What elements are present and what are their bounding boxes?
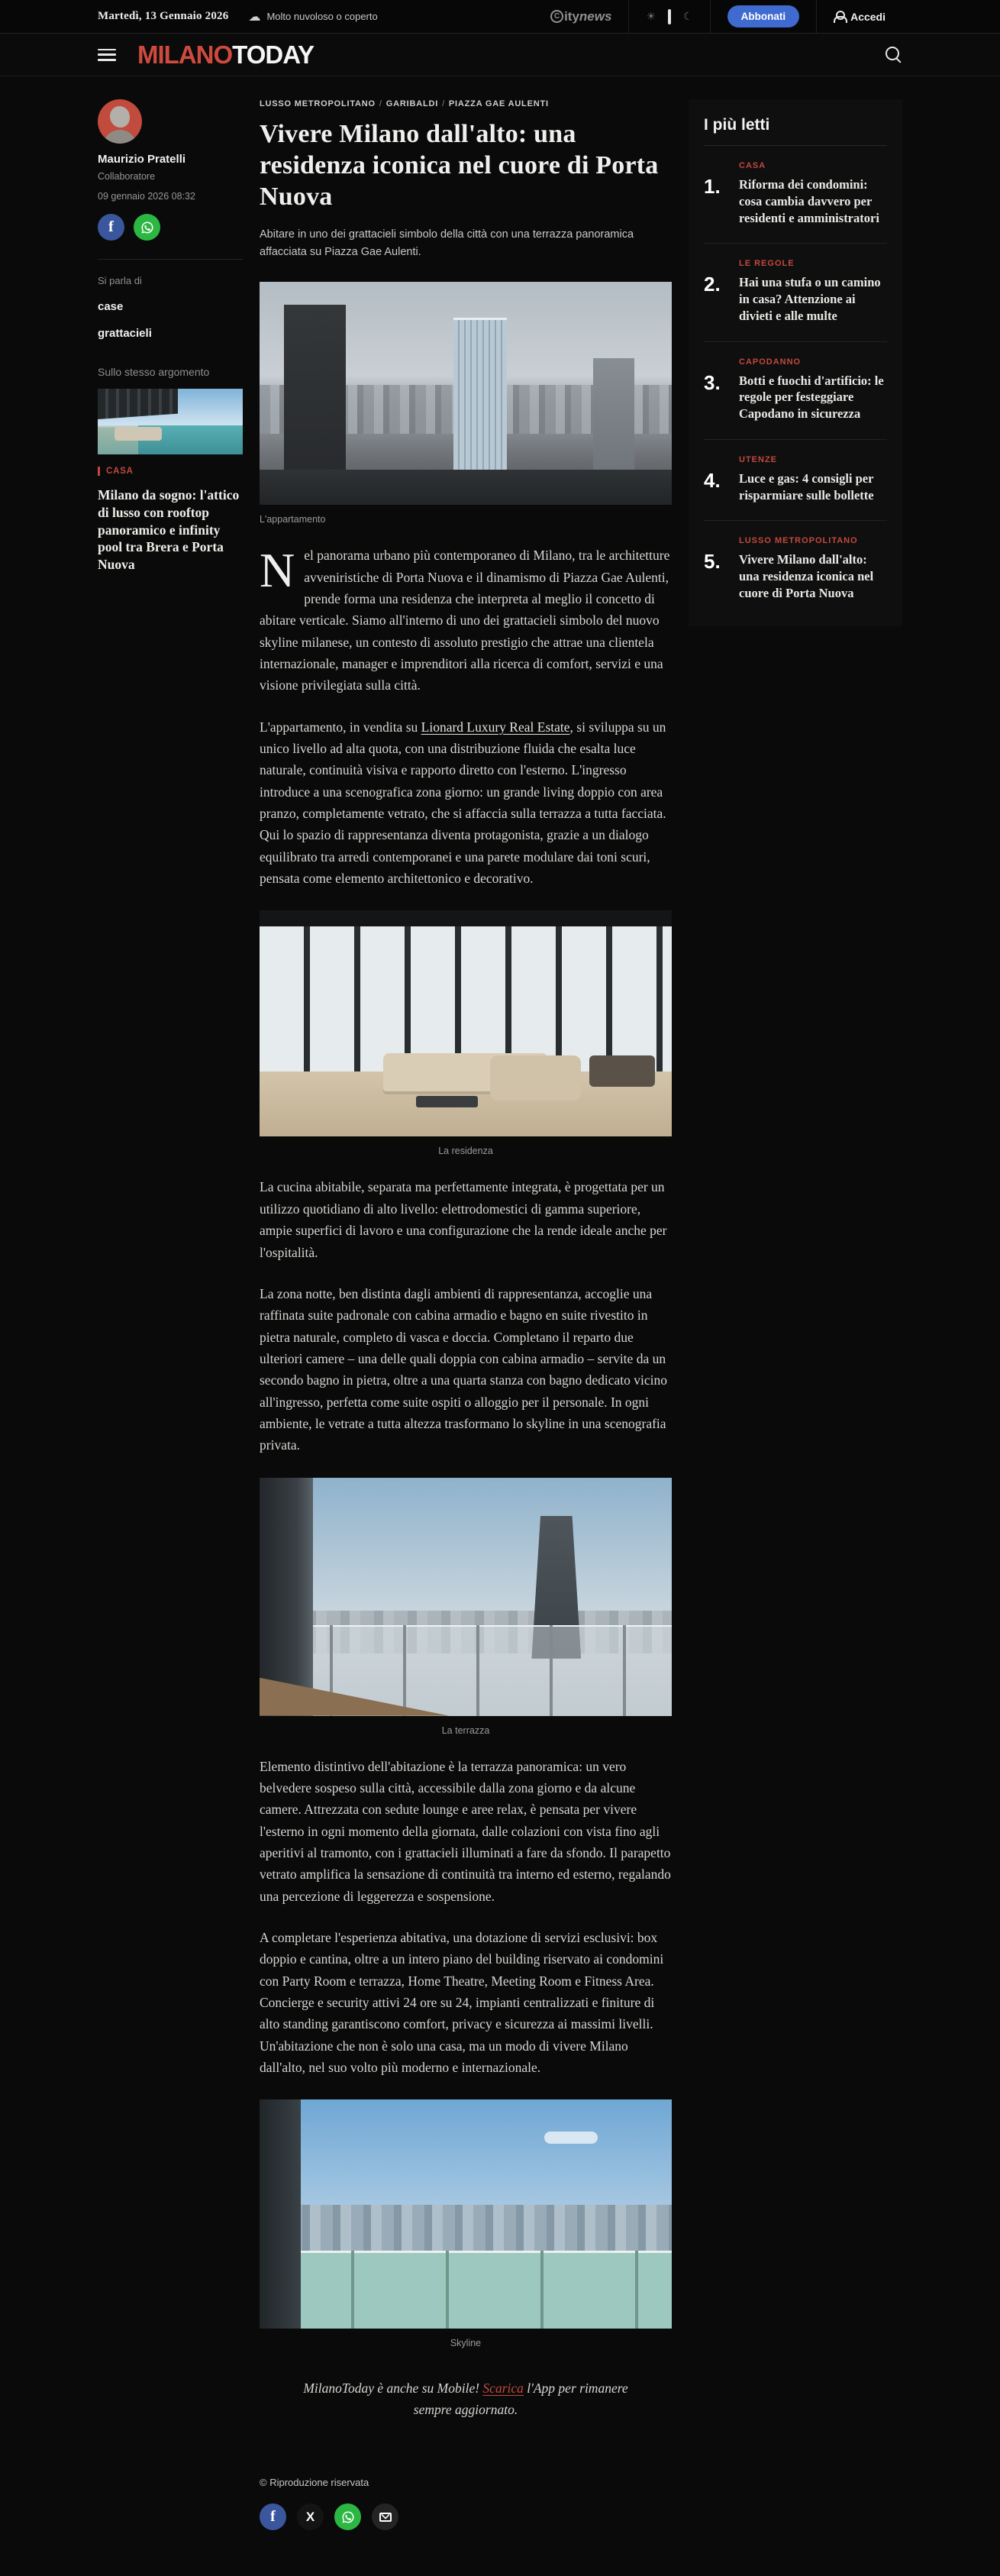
paragraph-2: L'appartamento, in vendita su Lionard Luxury Real Estate, si sviluppa su un unico livello ad alta quota, con una distribuzione fluida che esalta luce naturale, continuità visiva e rapporto diretto con l'esterno. L'ingresso introduce a una scenografica zona giorno: un grande living doppio con area pranzo, completamente vetrato, che si affaccia sulla terrazza a tutta facciata. Qui lo spazio di rappresentanza diventa protagonista, grazie a un dialogo equilibrato tra arredi contemporanei e una parete modulare dai toni scuri, pensata come elemento architettonico e decorativo. <box>260 719 666 887</box>
hero-figure <box>260 282 672 525</box>
hero-caption: L'appartamento <box>260 514 326 525</box>
weather-label: Molto nuvoloso o coperto <box>266 11 378 22</box>
rank-number: 1. <box>704 175 721 198</box>
rank-number: 2. <box>704 273 721 296</box>
terrace-caption: La terrazza <box>441 1724 490 1736</box>
skyline-figure <box>260 2099 672 2348</box>
citynews-logo-news: news <box>579 8 612 24</box>
site-header <box>0 34 1000 76</box>
article <box>260 99 672 2576</box>
hero-image <box>260 282 672 505</box>
thumb-pergola <box>98 389 178 419</box>
paragraph-6: A completare l'esperienza abitativa, una dotazione di servizi esclusivi: box doppio e cantina, oltre a un intero piano del building riservato ai condomini con Party Room e terrazza, Home Theatre, Meeting Room e Fitness Area. Concierge e security attivi 24 ore su 24, impianti centralizzati e finiture di alto standing garantiscono comfort, privacy e sicurezza ai massimi livelli. Un'abitazione che non è solo una casa, ma un modo di vivere Milano dall'alto, nel suo volto più moderno e internazionale. <box>260 1930 664 2076</box>
publish-datetime: 09 gennaio 2026 08:32 <box>98 191 195 202</box>
logo-today: TODAY <box>232 40 315 69</box>
citynews-c-icon: C <box>550 10 563 23</box>
author-name[interactable]: Maurizio Pratelli <box>98 153 186 166</box>
item-title[interactable]: Riforma dei condomini: cosa cambia davvero per residenti e amministratori <box>739 177 879 225</box>
breadcrumb-garibaldi[interactable]: GARIBALDI <box>385 99 439 108</box>
copyright-notice: © Riproduzione riservata <box>260 2477 369 2489</box>
interior-dining-chairs <box>589 1055 655 1087</box>
search-icon[interactable] <box>885 47 902 63</box>
rank-number: 5. <box>704 550 721 574</box>
paragraph-5: Elemento distintivo dell'abitazione è la terrazza panoramica: un vero belvedere sospeso sulla città, accessibile dalla zona giorno e da alcune camere. Attrezzata con sedute lounge e aree relax, è pensata per vivere l'esterno in ogni momento della giornata, dalle colazioni con vista fino agli aperitivi al tramonto, con i grattacieli illuminati a fare da sfondo. Il parapetto vetrato amplifica la sensazione di continuità tra interno ed esterno, regalando una percezione di leggerezza e sospensione. <box>260 1758 671 1904</box>
logo-milano: MILANO <box>137 40 233 69</box>
skyline-cloud <box>544 2132 598 2144</box>
most-read-panel <box>689 99 902 626</box>
interior-image <box>260 910 672 1136</box>
topic-tag-case[interactable]: case <box>98 300 124 313</box>
most-read-title: I più letti <box>704 116 887 146</box>
citynews-logo-mid: ity <box>564 8 579 24</box>
facebook-share-button[interactable] <box>98 214 124 241</box>
share-bar <box>260 2503 672 2576</box>
skyline-caption: Skyline <box>450 2338 482 2349</box>
most-read-item-5[interactable] <box>704 521 887 618</box>
skyline-parapet-dividers <box>260 2251 672 2329</box>
site-logo[interactable] <box>137 40 314 69</box>
theme-switcher <box>628 0 709 33</box>
whatsapp-icon <box>341 2510 355 2524</box>
subscribe-button[interactable]: Abbonati <box>727 5 800 27</box>
item-title[interactable]: Botti e fuochi d'artificio: le regole per festeggiare Capodano in sicurezza <box>739 373 884 422</box>
mobile-app-note: MilanoToday è anche su Mobile! Scarica l'App per rimanere sempre aggiornato. <box>303 2380 628 2418</box>
item-category[interactable]: CASA <box>739 161 766 170</box>
item-category[interactable]: LE REGOLE <box>739 259 795 269</box>
most-read-item-3[interactable] <box>704 342 887 440</box>
topics-label: Si parla di <box>98 275 142 286</box>
system-theme-icon[interactable] <box>668 11 671 23</box>
current-date: Martedì, 13 Gennaio 2026 <box>98 10 229 22</box>
drop-cap: N <box>260 543 295 598</box>
most-read-item-2[interactable] <box>704 244 887 341</box>
dark-theme-icon[interactable]: ☾ <box>683 10 693 22</box>
skyline-image <box>260 2099 672 2329</box>
hero-glass-tower <box>453 318 507 478</box>
rank-number: 4. <box>704 468 721 492</box>
lionard-link[interactable]: Lionard Luxury Real Estate <box>421 719 570 735</box>
facebook-icon: f <box>270 2508 276 2526</box>
topic-tag-grattacieli[interactable]: grattacieli <box>98 327 152 340</box>
thumb-sofa <box>115 427 162 441</box>
download-app-link[interactable]: Scarica <box>482 2380 524 2397</box>
login-label: Accedi <box>850 10 885 23</box>
paragraph-1: Nel panorama urbano più contemporaneo di Milano, tra le architetture avveniristiche di Porta Nuova e il dinamismo di Piazza Gae Aulenti, prende forma una residenza che interpreta al meglio il concetto di abitare verticale. Siamo all'interno di uno dei grattacieli simbolo del nuovo skyline milanese, un contesto di assoluto prestigio che attrae una clientela internazionale, manager e imprenditori alla ricerca di comfort, servizi e una visione privilegiata sulla città. <box>260 543 670 693</box>
cloud-icon: ☁ <box>248 10 261 24</box>
x-share-button[interactable] <box>297 2503 324 2530</box>
author-role: Collaboratore <box>98 171 156 182</box>
divider <box>98 259 243 260</box>
light-theme-icon[interactable]: ☀ <box>646 10 656 22</box>
item-title[interactable]: Hai una stufa o un camino in casa? Attenzione ai divieti e alle multe <box>739 275 881 323</box>
terrace-figure <box>260 1478 672 1736</box>
facebook-share-button[interactable] <box>260 2503 286 2530</box>
whatsapp-share-button[interactable] <box>334 2503 361 2530</box>
most-read-item-1[interactable] <box>704 146 887 244</box>
interior-ceiling <box>260 910 672 926</box>
item-category[interactable]: CAPODANNO <box>739 357 802 367</box>
item-title[interactable]: Luce e gas: 4 consigli per risparmiare sulle bollette <box>739 470 874 503</box>
interior-caption: La residenza <box>438 1146 493 1157</box>
related-category-badge[interactable]: CASA <box>98 467 134 476</box>
interior-armchair <box>490 1055 581 1101</box>
email-icon <box>379 2513 392 2522</box>
hero-terrace-foreground <box>260 470 672 506</box>
facebook-icon: f <box>108 218 114 235</box>
terrace-image <box>260 1478 672 1716</box>
breadcrumb-gae-aulenti[interactable]: PIAZZA GAE AULENTI <box>448 99 549 108</box>
article-title: Vivere Milano dall'alto: una residenza iconica nel cuore di Porta Nuova <box>260 120 659 211</box>
related-article-thumbnail[interactable] <box>98 389 243 454</box>
right-sidebar <box>689 99 902 2576</box>
skyline-window-frame <box>260 2099 301 2329</box>
paragraph-4: La zona notte, ben distinta dagli ambienti di rappresentanza, accoglie una raffinata suite padronale con cabina armadio e bagno en suite rivestito in pietra naturale, completo di vasca e doccia. Completano il reparto due ulteriori camere – una delle quali doppia con cabina armadio – servite da un secondo bagno in pietra, oltre a una quarta stanza con bagno dedicato vicino all'ingresso, perfetta come suite ospiti o alloggio per il personale. In ogni ambiente, le vetrate a tutta altezza trasformano lo skyline in una scenografia privata. <box>260 1285 668 1453</box>
login-button[interactable] <box>816 0 902 33</box>
rank-number: 3. <box>704 370 721 394</box>
hero-right-tower <box>593 358 634 483</box>
related-article-title[interactable]: Milano da sogno: l'attico di lusso con rooftop panoramico e infinity pool tra Brera e Porta Nuova <box>98 487 240 572</box>
paragraph-3: La cucina abitabile, separata ma perfettamente integrata, è progettata per un utilizzo quotidiano di alto livello: elettrodomestici di gamma superiore, ampie superfici di lavoro e una configurazione che la rende ideale anche per l'ospitalità. <box>260 1179 667 1260</box>
author-avatar[interactable] <box>98 99 142 144</box>
interior-figure <box>260 910 672 1156</box>
person-icon <box>834 11 844 23</box>
monitor-icon <box>668 9 671 24</box>
related-label: Sullo stesso argomento <box>98 366 210 378</box>
item-category[interactable]: LUSSO METROPOLITANO <box>739 536 858 546</box>
left-sidebar <box>98 99 243 2576</box>
most-read-item-4[interactable] <box>704 440 887 522</box>
article-subtitle: Abitare in uno dei grattacieli simbolo della città con una terrazza panoramica affacciata su Piazza Gae Aulenti. <box>260 228 634 258</box>
item-title[interactable]: Vivere Milano dall'alto: una residenza iconica nel cuore di Porta Nuova <box>739 552 874 600</box>
breadcrumb-lusso[interactable]: LUSSO METROPOLITANO <box>260 99 376 108</box>
interior-windows <box>260 926 672 1071</box>
item-category[interactable]: UTENZE <box>739 454 777 464</box>
email-share-button[interactable] <box>372 2503 398 2530</box>
breadcrumb: LUSSO METROPOLITANO / GARIBALDI / PIAZZA GAE AULENTI <box>260 99 549 108</box>
interior-table <box>416 1096 478 1107</box>
x-icon: X <box>305 2509 315 2524</box>
citynews-logo[interactable] <box>534 0 628 33</box>
weather-widget[interactable] <box>248 0 377 33</box>
skyline-city-band <box>260 2205 672 2251</box>
menu-icon[interactable] <box>98 49 116 61</box>
whatsapp-share-button[interactable] <box>134 214 160 241</box>
whatsapp-icon <box>140 221 154 234</box>
topbar <box>0 0 1000 34</box>
